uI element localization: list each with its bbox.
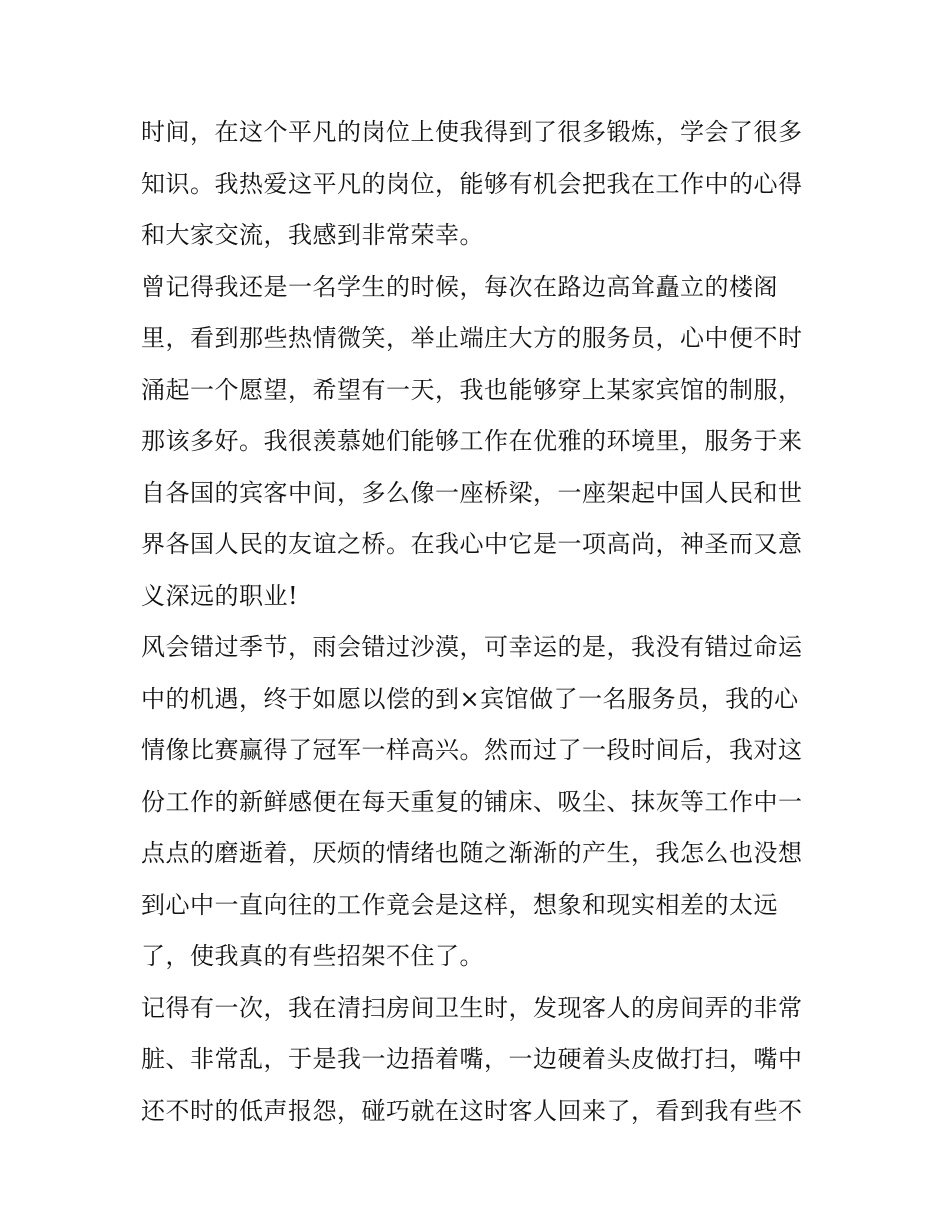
text-line: 自各国的宾客中间，多么像一座桥梁，一座架起中国人民和世 <box>141 478 803 507</box>
text-line: 点点的磨逝着，厌烦的情绪也随之渐渐的产生，我怎么也没想 <box>141 839 803 867</box>
text-line: 中的机遇，终于如愿以偿的到×宾馆做了一名服务员，我的心 <box>141 684 799 713</box>
body-text <box>141 107 821 1137</box>
text-line: 和大家交流，我感到非常荣幸。 <box>141 221 484 249</box>
text-line: 时间，在这个平凡的岗位上使我得到了很多锻炼，学会了很多 <box>141 118 803 146</box>
text-line: 到心中一直向往的工作竟会是这样，想象和现实相差的太远 <box>141 890 778 919</box>
text-line: 界各国人民的友谊之桥。在我心中它是一项高尚，神圣而又意 <box>141 530 803 558</box>
text-line: 那该多好。我很羡慕她们能够工作在优雅的环境里，服务于来 <box>141 427 803 455</box>
text-line: 涌起一个愿望，希望有一天，我也能够穿上某家宾馆的制服， <box>141 375 803 404</box>
text-line: 风会错过季节，雨会错过沙漠，可幸运的是，我没有错过命运 <box>141 633 803 661</box>
text-line: 还不时的低声报怨，碰巧就在这时客人回来了，看到我有些不 <box>141 1096 803 1125</box>
text-line: 情像比赛赢得了冠军一样高兴。然而过了一段时间后，我对这 <box>141 736 803 764</box>
text-line: 义深远的职业! <box>141 581 299 610</box>
text-line: 知识。我热爱这平凡的岗位，能够有机会把我在工作中的心得 <box>141 169 803 198</box>
text-line: 曾记得我还是一名学生的时候，每次在路边高耸矗立的楼阁 <box>141 272 778 301</box>
text-line: 记得有一次，我在清扫房间卫生时，发现客人的房间弄的非常 <box>141 993 803 1022</box>
text-line: 里，看到那些热情微笑，举止端庄大方的服务员，心中便不时 <box>141 324 803 352</box>
text-line: 脏、非常乱，于是我一边捂着嘴，一边硬着头皮做打扫，嘴中 <box>141 1045 803 1073</box>
text-line: 了，使我真的有些招架不住了。 <box>141 942 484 970</box>
text-line: 份工作的新鲜感便在每天重复的铺床、吸尘、抹灰等工作中一 <box>141 787 803 816</box>
